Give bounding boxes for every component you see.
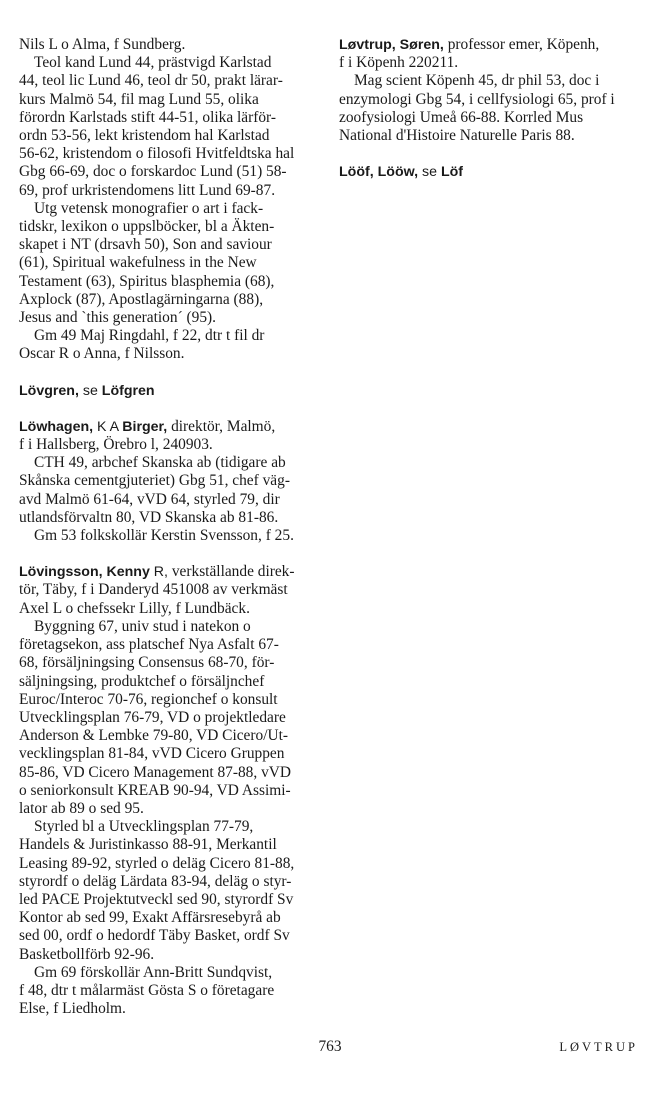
body-text: Axel L o chefssekr Lilly, f Lundbäck. — [19, 599, 250, 617]
text-line — [19, 273, 316, 291]
text-line — [19, 91, 316, 109]
body-text: Oscar R o Anna, f Nilsson. — [19, 345, 185, 363]
body-text: direktör, Malmö, — [167, 417, 276, 435]
text-line — [19, 145, 316, 163]
text-line — [19, 581, 316, 599]
body-text: enzymologi Gbg 54, i cellfysiologi 65, prof i — [339, 90, 615, 108]
text-line — [339, 54, 631, 72]
headword: Löfgren — [101, 382, 155, 399]
text-line — [19, 691, 316, 709]
body-text: Utg vetensk monografier o art i fack- — [34, 199, 264, 217]
text-line — [19, 382, 316, 400]
body-text: Kontor ab sed 99, Exakt Affärsresebyrå ab — [19, 909, 281, 927]
text-line — [19, 618, 316, 636]
body-text: zoofysiologi Umeå 66-88. Korrled Mus — [339, 108, 584, 126]
text-line — [19, 891, 316, 909]
text-line — [339, 72, 631, 90]
body-text: 44, teol lic Lund 46, teol dr 50, prakt lärar- — [19, 72, 283, 90]
text-line — [19, 109, 316, 127]
headword-part: se — [418, 164, 441, 181]
body-text: Euroc/Interoc 70-76, regionchef o konsult — [19, 690, 278, 708]
text-line — [339, 163, 631, 181]
body-text: Byggning 67, univ stud i natekon o — [34, 617, 251, 635]
text-line — [19, 527, 316, 545]
text-line — [19, 309, 316, 327]
text-line — [19, 236, 316, 254]
body-text: tidskr, lexikon o uppslböcker, bl a Äkten- — [19, 218, 275, 236]
text-line — [19, 1000, 316, 1018]
text-line — [339, 36, 631, 54]
body-text: vecklingsplan 81-84, vVD Cicero Gruppen — [19, 745, 285, 763]
text-line — [19, 254, 316, 272]
body-text: f i Hallsberg, Örebro l, 240903. — [19, 436, 213, 454]
body-text: Else, f Liedholm. — [19, 1000, 126, 1018]
body-text: Testament (63), Spiritus blasphemia (68), — [19, 272, 275, 290]
body-text: tör, Täby, f i Danderyd 451008 av verkmäst — [19, 581, 288, 599]
body-text: Basketbollförb 92-96. — [19, 945, 155, 963]
headword-part: K A — [93, 418, 123, 435]
body-text: (61), Spiritual wakefulness in the New — [19, 254, 257, 272]
body-text: avd Malmö 61-64, vVD 64, styrled 79, dir — [19, 490, 280, 508]
text-line — [19, 654, 316, 672]
page-number: 763 — [318, 1038, 342, 1055]
body-text: sed 00, ordf o hedordf Täby Basket, ordf Sv — [19, 927, 290, 945]
body-text: f i Köpenh 220211. — [339, 54, 459, 72]
running-head: LØVTRUP — [559, 1040, 638, 1054]
headword: Löwhagen, — [19, 418, 94, 435]
headword: Lövingsson, Kenny — [19, 564, 150, 581]
body-text: Nils L o Alma, f Sundberg. — [19, 36, 186, 53]
body-text: Handels & Juristinkasso 88-91, Merkantil — [19, 836, 277, 854]
text-line — [19, 873, 316, 891]
body-text: Anderson & Lembke 79-80, VD Cicero/Ut- — [19, 727, 288, 745]
text-line — [19, 563, 316, 581]
text-line — [19, 818, 316, 836]
headword: Birger, — [122, 418, 168, 435]
body-text: 85-86, VD Cicero Management 87-88, vVD — [19, 763, 291, 781]
body-text: professor emer, Köpenh, — [443, 36, 600, 53]
entry-separator — [19, 364, 316, 382]
text-line — [19, 491, 316, 509]
body-text: 69, prof urkristendomens litt Lund 69-87. — [19, 181, 276, 199]
body-text: styrordf o deläg Lärdata 83-94, deläg o styr- — [19, 872, 292, 890]
body-text: Mag scient Köpenh 45, dr phil 53, doc i — [354, 72, 600, 90]
body-text: ordn 53-56, lekt kristendom hal Karlstad — [19, 127, 270, 145]
body-text: förordn Karlstads stift 44-51, olika lärför- — [19, 108, 276, 126]
entry-separator — [19, 400, 316, 418]
text-line — [19, 764, 316, 782]
text-line — [339, 91, 631, 109]
text-line — [19, 927, 316, 945]
body-text: verkställande direk- — [168, 563, 295, 581]
body-text: Teol kand Lund 44, prästvigd Karlstad — [34, 54, 272, 72]
headword: Lövgren, — [19, 382, 79, 399]
text-line — [339, 109, 631, 127]
text-line — [19, 436, 316, 454]
text-line — [19, 673, 316, 691]
body-text: skapet i NT (drsavh 50), Son and saviour — [19, 236, 272, 254]
body-text: Jesus and `this generation´ (95). — [19, 309, 217, 327]
entry-separator — [339, 145, 631, 163]
body-text: 68, försäljningsing Consensus 68-70, för- — [19, 654, 275, 672]
body-text: o seniorkonsult KREAB 90-94, VD Assimi- — [19, 781, 291, 799]
text-line — [19, 200, 316, 218]
headword: Lööf, Lööw, — [339, 164, 419, 181]
body-text: Utvecklingsplan 76-79, VD o projektledare — [19, 708, 286, 726]
left-column — [19, 36, 316, 1018]
headword-part: R, — [149, 564, 168, 581]
body-text: Leasing 89-92, styrled o deläg Cicero 81-88, — [19, 854, 295, 872]
text-line — [19, 982, 316, 1000]
body-text: CTH 49, arbchef Skanska ab (tidigare ab — [34, 454, 286, 472]
headword: Löf — [440, 164, 463, 181]
body-text: Gbg 66-69, doc o forskardoc Lund (51) 58- — [19, 163, 287, 181]
text-line — [19, 600, 316, 618]
text-line — [19, 800, 316, 818]
text-line — [19, 182, 316, 200]
headword-part: se — [78, 382, 102, 399]
text-line — [19, 909, 316, 927]
text-line — [339, 127, 631, 145]
body-text: företagsekon, ass platschef Nya Asfalt 67- — [19, 636, 279, 654]
body-text: National d'Histoire Naturelle Paris 88. — [339, 127, 575, 145]
body-text: f 48, dtr t målarmäst Gösta S o företagare — [19, 981, 275, 999]
body-text: Gm 53 folkskollär Kerstin Svensson, f 25. — [34, 527, 294, 545]
body-text: Skånska cementgjuteriet) Gbg 51, chef väg- — [19, 472, 290, 490]
text-line — [19, 782, 316, 800]
entry-separator — [19, 545, 316, 563]
text-line — [19, 836, 316, 854]
text-line — [19, 218, 316, 236]
body-text: Axplock (87), Apostlagärningarna (88), — [19, 290, 264, 308]
text-line — [19, 946, 316, 964]
text-line — [19, 855, 316, 873]
body-text: Styrled bl a Utvecklingsplan 77-79, — [34, 818, 254, 836]
text-line — [19, 291, 316, 309]
body-text: lator ab 89 o sed 95. — [19, 799, 144, 817]
text-line — [19, 54, 316, 72]
body-text: säljningsing, produktchef o försäljnchef — [19, 672, 265, 690]
body-text: Gm 69 förskollär Ann-Britt Sundqvist, — [34, 963, 273, 981]
text-line — [19, 127, 316, 145]
text-line — [19, 509, 316, 527]
text-line — [19, 636, 316, 654]
body-text: led PACE Projektutveckl sed 90, styrordf Sv — [19, 890, 294, 908]
body-text: kurs Malmö 54, fil mag Lund 55, olika — [19, 90, 259, 108]
body-text: Gm 49 Maj Ringdahl, f 22, dtr t fil dr — [34, 327, 265, 345]
text-line — [19, 163, 316, 181]
text-line — [19, 72, 316, 90]
text-line — [19, 472, 316, 490]
headword: Løvtrup, Søren, — [339, 37, 444, 53]
text-line — [19, 418, 316, 436]
body-text: 56-62, kristendom o filosofi Hvitfeldtska hal — [19, 145, 295, 163]
text-line — [19, 745, 316, 763]
text-line — [19, 709, 316, 727]
text-line — [19, 327, 316, 345]
text-line — [19, 345, 316, 363]
right-column — [339, 36, 631, 181]
text-line — [19, 454, 316, 472]
text-line — [19, 964, 316, 982]
body-text: utlandsförvaltn 80, VD Skanska ab 81-86. — [19, 508, 279, 526]
text-line — [19, 727, 316, 745]
text-line — [19, 36, 316, 54]
